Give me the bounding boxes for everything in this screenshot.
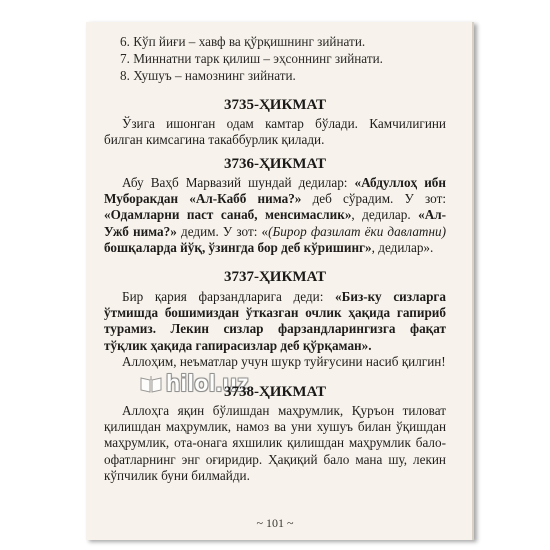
bold-span: «Биз-ку сизларга ўтмишда бошимиздан ўтказган очлик ҳақида гапириб турамиз. Лекин сизлар фарзандларингизга фақат тўқлик ҳақида гапирасизлар деб қўрқаман». — [104, 289, 446, 353]
page-number: ~ 101 ~ — [256, 516, 294, 530]
numbered-list — [120, 33, 440, 84]
paragraph: Аллоҳим, неъматлар учун шукр туйғусини насиб қилгин! — [122, 353, 446, 369]
list-item: 6. Кўп йиғи – хавф ва қўрқишнинг зийнати. — [120, 34, 366, 49]
bold-span: «Одамларни паст санаб, менсимаслик» — [104, 207, 352, 223]
section-3736-text — [104, 175, 446, 256]
text-span: Абу Ваҳб Марвазий шундай дедилар: — [122, 175, 355, 190]
text-span: , дедилар. — [351, 207, 419, 223]
section-3735-text — [104, 116, 446, 148]
paragraph — [104, 289, 446, 354]
list-item: 8. Хушуъ – намознинг зийнати. — [120, 68, 296, 83]
section-3738-text — [104, 403, 446, 484]
italic-span: (Бирор фазилат ёки давлатни) — [268, 223, 446, 239]
heading-3736: 3736-ҲИКМАТ — [223, 156, 327, 172]
heading-3735: 3735-ҲИКМАТ — [223, 97, 327, 113]
heading-3737: 3737-ҲИКМАТ — [223, 269, 327, 285]
text-span: , дедилар». — [371, 239, 434, 255]
section-3737-text — [104, 289, 446, 370]
text-span: деб сўрадим. У зот: — [301, 191, 446, 207]
heading-3738: 3738-ҲИКМАТ — [223, 384, 327, 400]
bold-span: «Абдуллоҳ ибн Муборакдан «Ал-Кабб нима?» — [104, 175, 446, 207]
paragraph: Ўзига ишонган одам камтар бўлади. Камчилигини билган кимсагина такаббурлик қилади. — [104, 116, 446, 148]
paragraph: Аллоҳга яқин бўлишдан маҳрумлик, Қуръон тиловат қилишдан маҳрумлик, намоз ва уни хушуъ билан ўқишдан маҳрумлик, ота-онага яхшилик қилишдан маҳрумлик бало-офатларнинг энг оғиридир. Ҳақиқий бало мана шу, лекин кўпчилик буни билмайди. — [104, 403, 446, 483]
bold-span: бошқаларда йўқ, ўзингда бор деб кўришинг» — [104, 239, 372, 255]
text-span: дедим. У зот: « — [176, 223, 269, 239]
bold-span: «Ал-Ужб нима?» — [104, 207, 447, 239]
watermark-text: hilol.uz — [166, 370, 250, 396]
paragraph — [104, 175, 446, 256]
text-span: Бир қария фарзандларига деди: — [122, 289, 336, 304]
list-item: 7. Миннатни тарк қилиш – эҳсоннинг зийнати. — [120, 51, 383, 66]
